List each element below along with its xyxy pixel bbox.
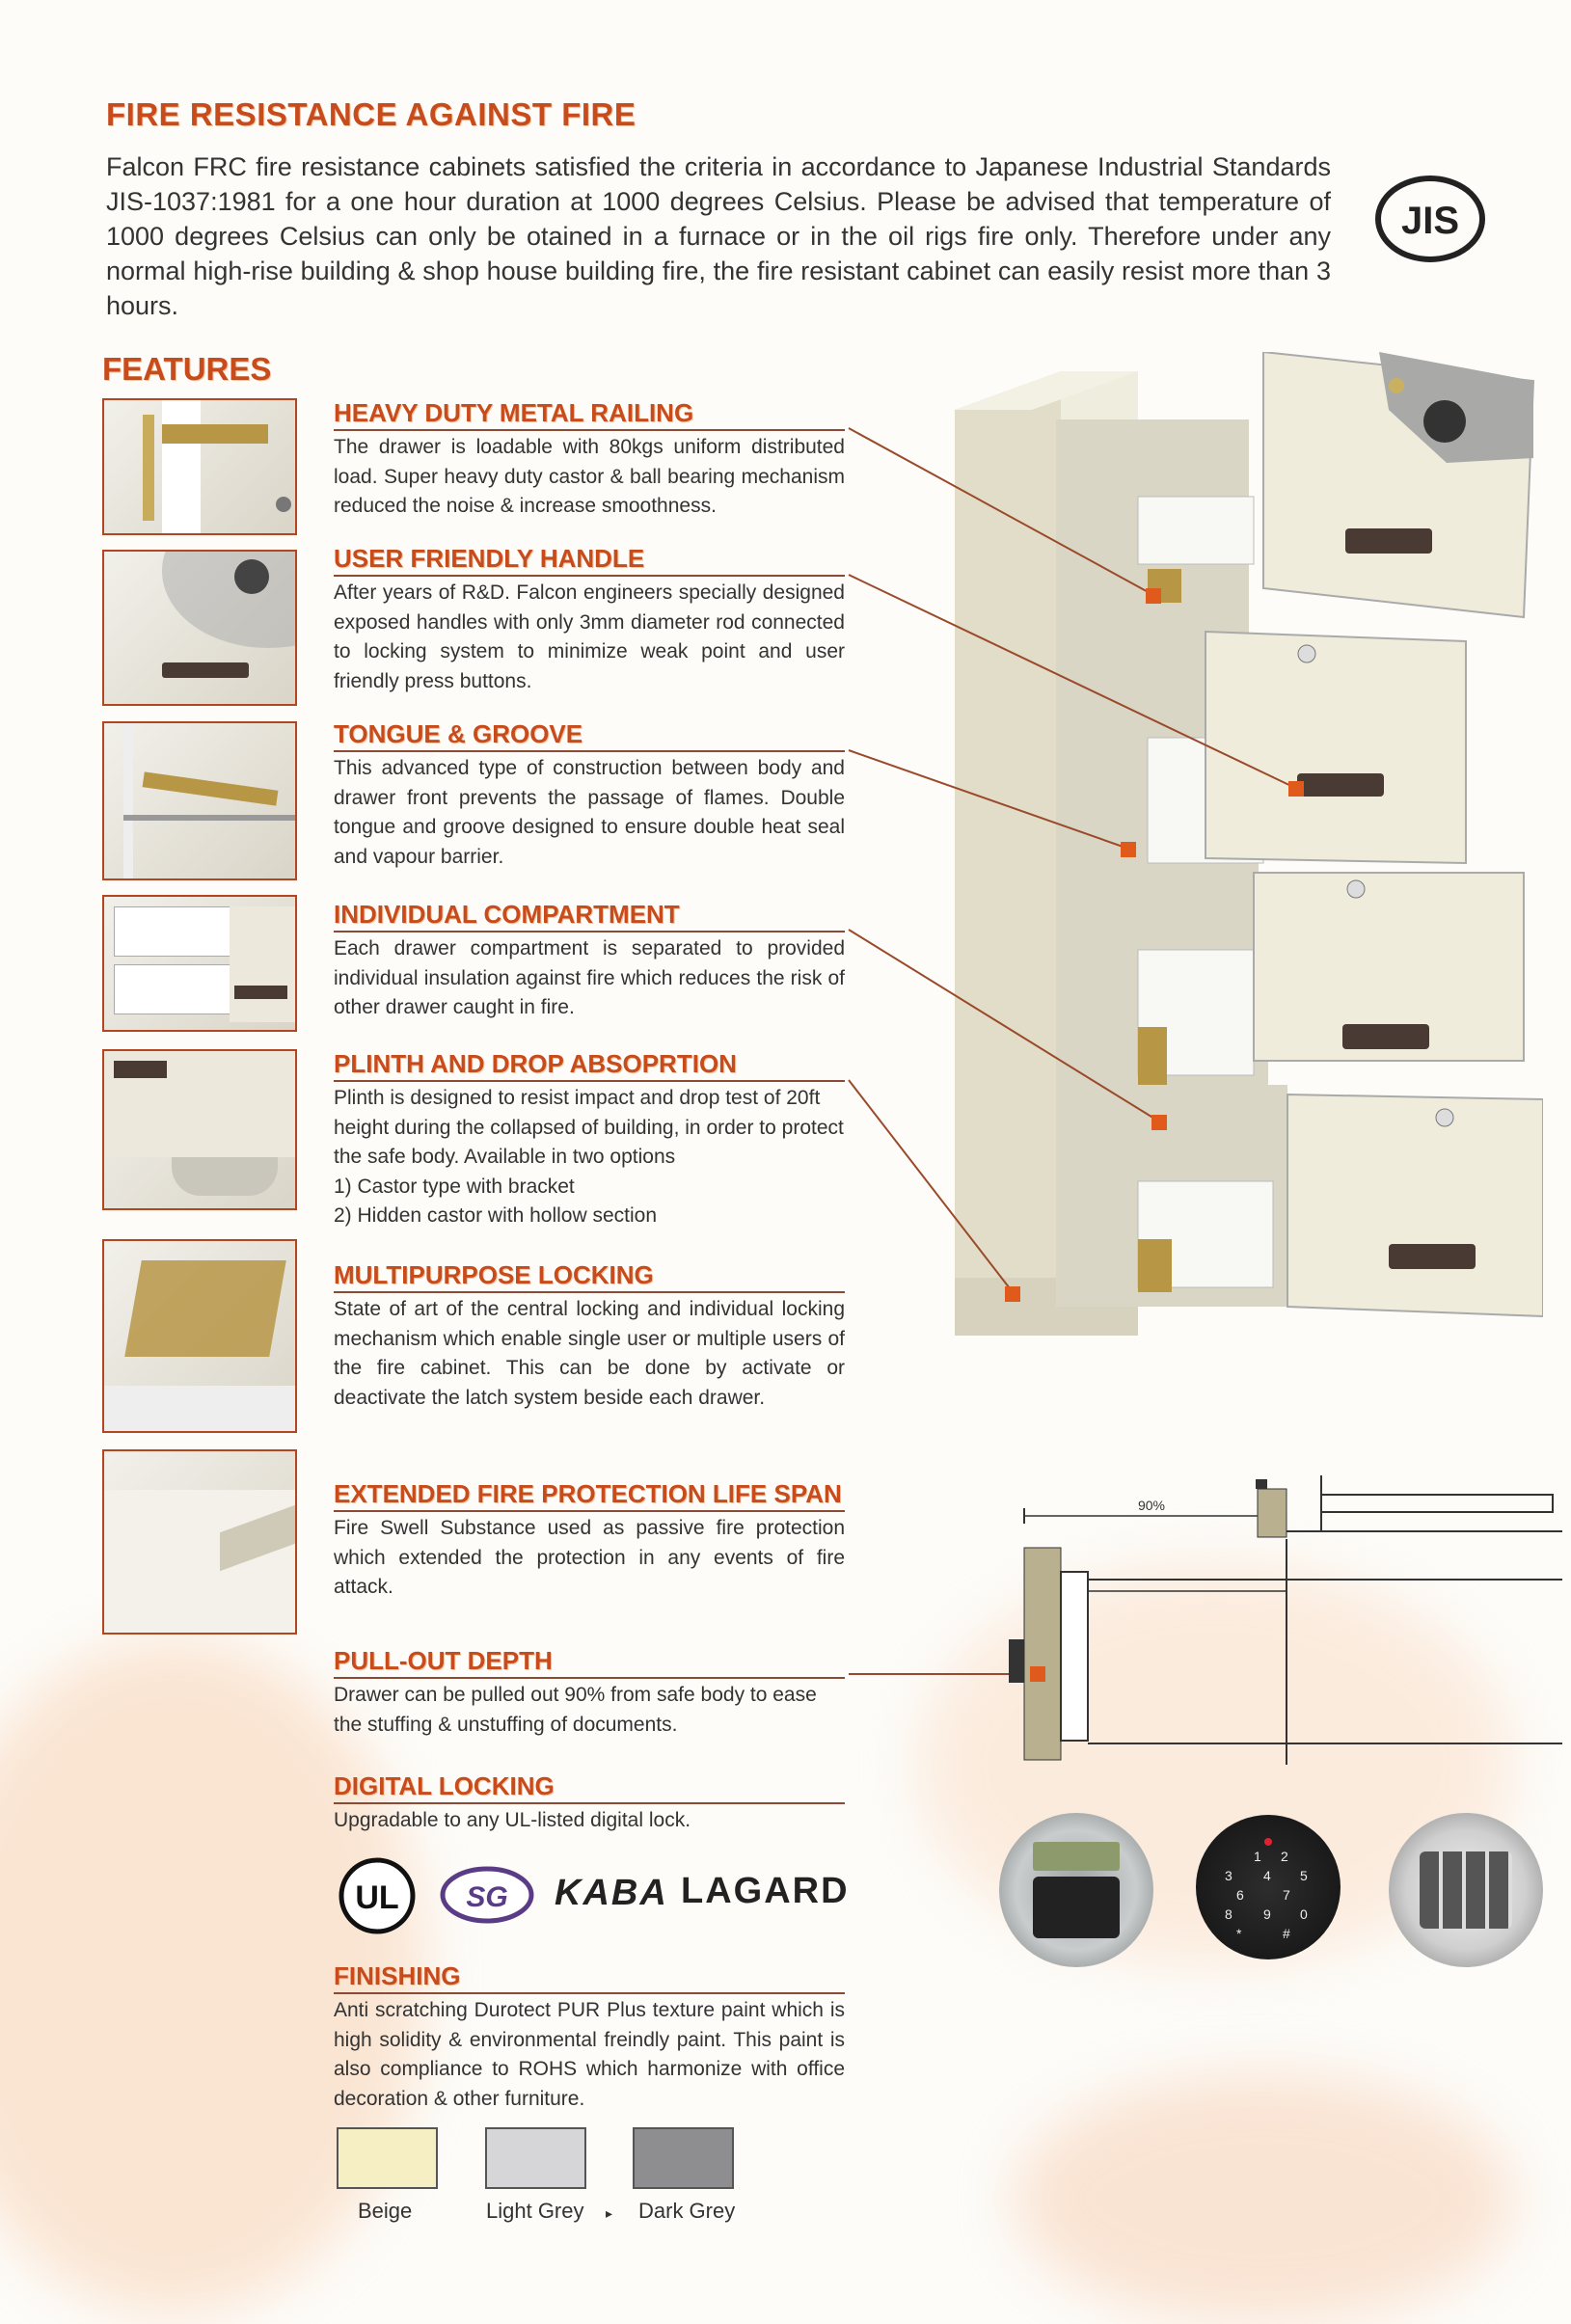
swatch-label: Light Grey — [486, 2199, 584, 2223]
digital-lock-lcd — [999, 1813, 1153, 1967]
feature-title: TONGUE & GROOVE — [334, 718, 845, 752]
feature-body: Anti scratching Durotect PUR Plus texture paint which is high solidity & environmental freindly paint. This paint is also compliance to ROHS which harmonize with office decoration & other furniture. — [334, 1999, 845, 2110]
svg-text:0: 0 — [1300, 1906, 1308, 1922]
svg-text:9: 9 — [1263, 1906, 1271, 1922]
callout-marker — [1146, 588, 1161, 604]
feature-option: 2) Hidden castor with hollow section — [334, 1204, 657, 1227]
sg-logo-text: SG — [466, 1881, 508, 1913]
feature-title: MULTIPURPOSE LOCKING — [334, 1259, 845, 1293]
jis-logo-text: JIS — [1400, 200, 1460, 242]
svg-text:1: 1 — [1254, 1849, 1261, 1864]
arrow-icon: ▸ — [606, 2205, 613, 2221]
feature-title: PLINTH AND DROP ABSOPRTION — [334, 1048, 845, 1082]
pull-out-diagram — [1003, 1475, 1562, 1774]
keypad-digits — [1196, 1815, 1341, 1959]
feature-title: FINISHING — [334, 1960, 845, 1994]
feature-body: The drawer is loadable with 80kgs uniform distributed load. Super heavy duty castor & ball bearing mechanism reduced the noise & increase smoothness. — [334, 436, 845, 517]
feature-title: DIGITAL LOCKING — [334, 1770, 845, 1804]
callout-marker — [1005, 1286, 1020, 1302]
intro-paragraph: Falcon FRC fire resistance cabinets satisfied the criteria in accordance to Japanese Industrial Standards JIS-1037:1981 for a one hour duration at 1000 degrees Celsius. Please be advised that temperature of 1000 degrees Celsius can only be otained in a furnace or in the oil rigs fire only. Therefore under any normal high-rise building & shop house building fire, the fire resistant cabinet can easily resist more than 3 hours. — [106, 152, 1331, 320]
svg-text:6: 6 — [1236, 1887, 1244, 1903]
swatch-label: Beige — [358, 2199, 413, 2223]
svg-text:*: * — [1236, 1926, 1242, 1941]
callout-marker — [1151, 1115, 1167, 1130]
svg-text:2: 2 — [1281, 1849, 1288, 1864]
feature-title: EXTENDED FIRE PROTECTION LIFE SPAN — [334, 1478, 845, 1512]
page-title: FIRE RESISTANCE AGAINST FIRE — [106, 96, 637, 132]
lagard-logo: LAGARD — [681, 1871, 850, 1911]
ul-logo-text: UL — [355, 1879, 399, 1916]
feature-body: Each drawer compartment is separated to provided individual insulation against fire which reduces the risk of other drawer caught in fire. — [334, 937, 845, 1018]
features-heading: FEATURES — [102, 351, 272, 387]
svg-text:3: 3 — [1225, 1868, 1232, 1883]
feature-title: USER FRIENDLY HANDLE — [334, 543, 845, 577]
svg-text:4: 4 — [1263, 1868, 1271, 1883]
feature-title: HEAVY DUTY METAL RAILING — [334, 397, 845, 431]
feature-body: Drawer can be pulled out 90% from safe body to ease the stuffing & unstuffing of documents. — [334, 1684, 817, 1736]
swatch-label: Dark Grey — [638, 2199, 736, 2223]
feature-body: Upgradable to any UL-listed digital lock. — [334, 1809, 691, 1831]
svg-text:5: 5 — [1300, 1868, 1308, 1883]
kaba-logo: KABA — [555, 1873, 668, 1913]
digital-lock-button-keypad — [1389, 1813, 1543, 1967]
feature-body: Fire Swell Substance used as passive fire protection which extended the protection in any events of fire attack. — [334, 1517, 845, 1598]
svg-text:8: 8 — [1225, 1906, 1232, 1922]
svg-text:#: # — [1283, 1926, 1290, 1941]
feature-option: 1) Castor type with bracket — [334, 1175, 575, 1198]
feature-title: PULL-OUT DEPTH — [334, 1645, 845, 1679]
feature-title: INDIVIDUAL COMPARTMENT — [334, 899, 845, 932]
feature-body: State of art of the central locking and individual locking mechanism which enable single user or multiple users of the fire cabinet. This can be done by activate or deactivate the latch system beside each drawer. — [334, 1298, 845, 1409]
svg-text:7: 7 — [1283, 1887, 1290, 1903]
callout-marker — [1288, 781, 1304, 797]
callout-marker — [1121, 842, 1136, 857]
digital-lock-round-keypad — [1196, 1815, 1341, 1959]
feature-body: This advanced type of construction between body and drawer front prevents the passage of flames. Double tongue and groove designed to ensure double heat seal and vapour barrier. — [334, 757, 845, 868]
feature-body: Plinth is designed to resist impact and drop test of 20ft height during the collapsed of building, in order to protect the safe body. Available in two options — [334, 1087, 844, 1168]
dimension-label: 90% — [1137, 1498, 1166, 1513]
feature-body: After years of R&D. Falcon engineers specially designed exposed handles with only 3mm diameter rod connected to locking system to minimize weak point and user friendly press buttons. — [334, 581, 845, 692]
